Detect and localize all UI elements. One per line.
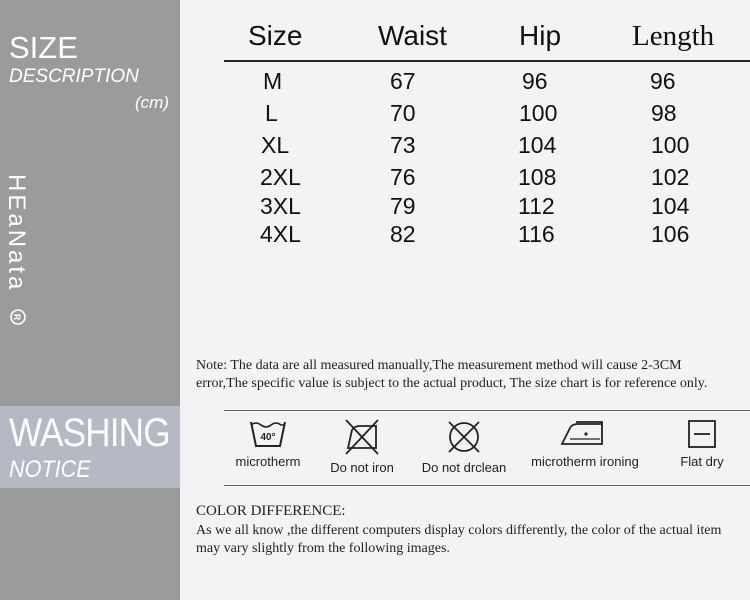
cell-hip: 100 xyxy=(519,100,558,126)
table-row xyxy=(0,221,750,251)
wash-basin-icon xyxy=(248,418,288,450)
header-hip: Hip xyxy=(519,20,562,51)
care-label: microtherm xyxy=(235,454,301,469)
header-length: Length xyxy=(632,20,715,52)
no-dryclean-icon xyxy=(444,418,484,456)
table-row xyxy=(0,132,750,162)
cell-length: 104 xyxy=(651,193,690,219)
brand-name: HEaNata xyxy=(3,174,30,293)
care-item-no-dryclean xyxy=(416,418,512,478)
cell-waist: 70 xyxy=(390,100,416,126)
cell-length: 106 xyxy=(651,221,690,247)
note-line: Note: The data are all measured manually,The measurement method will cause 2-3CM xyxy=(196,358,682,373)
wash-temperature: 40° xyxy=(260,432,276,443)
care-item-wash xyxy=(228,418,308,478)
table-row xyxy=(0,68,750,98)
measurement-note xyxy=(196,357,750,393)
registered-mark-icon xyxy=(11,310,25,324)
cell-waist: 79 xyxy=(390,193,416,219)
table-divider xyxy=(224,60,750,62)
cell-hip: 116 xyxy=(518,221,555,247)
care-label: Do not iron xyxy=(330,460,394,475)
no-iron-icon xyxy=(342,418,382,456)
cell-waist: 73 xyxy=(390,132,416,158)
care-label: Do not drclean xyxy=(421,460,507,475)
cell-size: 2XL xyxy=(260,164,301,190)
iron-icon xyxy=(558,418,612,450)
cell-size: L xyxy=(265,100,278,126)
cell-length: 102 xyxy=(651,164,690,190)
table-row xyxy=(0,193,750,223)
flat-dry-icon xyxy=(686,418,718,450)
cell-waist: 67 xyxy=(390,68,416,94)
size-unit: (cm) xyxy=(135,93,169,112)
color-line: may vary slightly from the following images. xyxy=(196,541,450,556)
washing-subtitle: NOTICE xyxy=(9,456,91,483)
care-item-no-iron xyxy=(322,418,402,478)
table-row xyxy=(0,164,750,194)
care-label: microtherm ironing xyxy=(531,454,639,469)
care-item-flat-dry xyxy=(666,418,738,478)
size-title: SIZE xyxy=(9,30,78,65)
cell-size: XL xyxy=(261,132,290,158)
care-item-ironing xyxy=(524,418,646,478)
color-difference-text xyxy=(196,522,750,558)
care-bottom-divider xyxy=(224,485,750,486)
cell-waist: 76 xyxy=(390,164,416,190)
cell-length: 96 xyxy=(650,68,676,94)
cell-length: 98 xyxy=(651,100,677,126)
cell-hip: 96 xyxy=(522,68,548,94)
care-top-divider xyxy=(224,410,750,411)
svg-text:R: R xyxy=(12,313,22,321)
cell-hip: 112 xyxy=(518,193,555,219)
care-label: Flat dry xyxy=(680,454,724,469)
color-line: As we all know ,the different computers display colors differently, the color of the actual item xyxy=(196,523,722,538)
cell-hip: 104 xyxy=(518,132,557,158)
cell-waist: 82 xyxy=(390,221,416,247)
washing-title: WASHING xyxy=(9,411,170,455)
header-size: Size xyxy=(248,20,303,51)
cell-size: M xyxy=(263,68,283,94)
note-line: error,The specific value is subject to the actual product, The size chart is for reference only. xyxy=(196,376,708,391)
table-row xyxy=(0,100,750,130)
color-difference-heading: COLOR DIFFERENCE: xyxy=(196,503,346,519)
cell-size: 3XL xyxy=(260,193,301,219)
size-description: DESCRIPTION xyxy=(9,66,139,87)
cell-size: 4XL xyxy=(260,221,301,247)
cell-hip: 108 xyxy=(518,164,557,190)
header-waist: Waist xyxy=(378,20,447,51)
cell-length: 100 xyxy=(651,132,690,158)
